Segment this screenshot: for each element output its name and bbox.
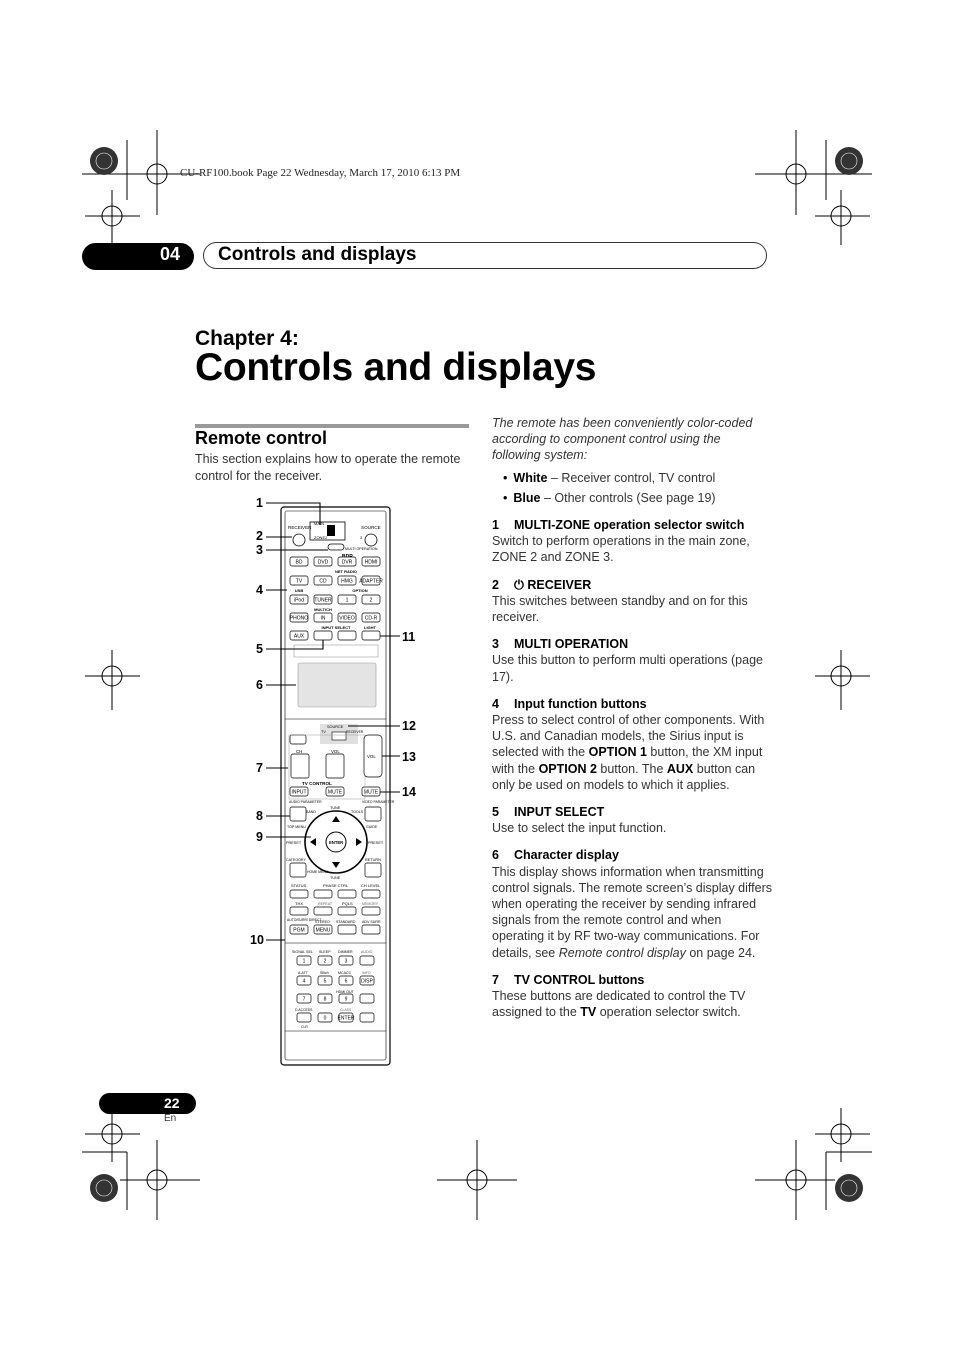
- right-column: [492, 414, 772, 1021]
- callout-8: 8: [256, 809, 263, 823]
- digit-6-label: 6: [344, 978, 348, 985]
- guide-label: GUIDE: [366, 825, 378, 829]
- pqls-label: PQLS: [342, 901, 353, 906]
- zone2-label: ZONE2: [314, 535, 328, 540]
- item-4: 4 Input function buttons Press to select control of other components. With U.S. and Canadian models, the Sirius input is selected with the OPTION 1 button, the XM input with the OPTION 2 button. The AUX button can only be used on models to which it applies.: [492, 696, 765, 792]
- callout-10: 10: [250, 933, 264, 947]
- sleep-label: SLEEP: [319, 950, 331, 954]
- color-legend-list: [492, 470, 772, 506]
- net-radio-label: NET RADIO: [335, 569, 357, 574]
- digit-5-label: 5: [323, 978, 327, 985]
- ch-level-label: CH LEVEL: [361, 883, 381, 888]
- callout-13: 13: [402, 750, 416, 764]
- input-button-2-1-label: TUNER: [314, 597, 332, 604]
- vol-label: VOL: [331, 749, 340, 754]
- intro-text: This section explains how to operate the remote control for the receiver.: [195, 452, 461, 483]
- vol-side-label: VOL: [367, 754, 376, 759]
- callout-11: 11: [402, 630, 416, 644]
- input-button-0-2-label: DVR: [341, 559, 353, 566]
- chapter-label: Chapter 4:: [195, 327, 299, 350]
- callout-1: 1: [256, 496, 263, 510]
- callout-14: 14: [402, 785, 416, 799]
- callout-6: 6: [256, 678, 263, 692]
- preset-left-label: PRESET: [286, 841, 302, 845]
- legend-white: • White – Receiver control, TV control: [503, 470, 772, 486]
- callout-4: 4: [256, 583, 263, 597]
- callout-12: 12: [402, 719, 416, 733]
- auto-surr-label: AUTO/SURR/ DIRECT: [287, 918, 322, 922]
- section-title: Remote control: [195, 428, 328, 448]
- digit-2-label: 2: [323, 958, 327, 965]
- zone3-label: 3: [360, 535, 363, 540]
- tv-switch-label: TV: [321, 730, 326, 734]
- enter-label: ENTER: [329, 840, 344, 845]
- mcacc-label: MCACC: [338, 971, 352, 975]
- color-intro: The remote has been conveniently color-coded according to component control using the following system:: [492, 416, 753, 463]
- chapter-tab-title: Controls and displays: [218, 244, 417, 265]
- input-button-2-2-label: 1: [345, 597, 349, 604]
- ch-label: CH: [296, 749, 303, 754]
- info-label: INFO: [362, 971, 371, 975]
- main-label: MAIN: [314, 521, 324, 526]
- print-header: CU-RF100.book Page 22 Wednesday, March 17, 2010 6:13 PM: [180, 167, 461, 179]
- item-3: 3 MULTI OPERATION Use this button to perform multi operations (page 17).: [492, 637, 763, 684]
- input-button-0-1-label: DVD: [317, 559, 329, 566]
- preset-right-label: PRESET: [368, 841, 384, 845]
- input-button-1-3-label: ADAPTER: [359, 578, 383, 585]
- sb-ch-label: SBch: [320, 971, 329, 975]
- top-menu-label: TOP MENU: [287, 825, 306, 829]
- digit-1-label: 1: [302, 958, 306, 965]
- stereo-label: STEREO: [315, 920, 330, 924]
- multich-label: MULTICH: [314, 607, 332, 612]
- item-2: 2 ⏻ RECEIVER This switches between standby and on for this receiver.: [492, 577, 748, 625]
- usb-label: USB: [294, 588, 304, 593]
- standard-label: STANDARD: [336, 920, 356, 924]
- a-att-label: A.ATT: [298, 971, 308, 975]
- category-label: CATEGORY: [286, 858, 306, 862]
- tune-bottom-label: TUNE: [330, 876, 341, 880]
- return-label: RETURN: [365, 858, 381, 862]
- input-button-0-0-label: BD: [295, 559, 303, 566]
- input-button-2-3-label: 2: [369, 597, 373, 604]
- digit-9-label: 9: [344, 996, 348, 1003]
- mute-button-label: MUTE: [363, 789, 379, 796]
- digit-7-label: 7: [302, 996, 306, 1003]
- audio-param-label: AUDIO PARAMETER: [289, 800, 322, 804]
- digit-3-label: 3: [344, 958, 348, 965]
- tv-control-label: TV CONTROL: [302, 781, 332, 786]
- input-button-1-2-label: HMG: [341, 578, 353, 585]
- legend-blue: • Blue – Other controls (See page 19): [503, 490, 772, 506]
- callout-5: 5: [256, 642, 263, 656]
- item-7: 7 TV CONTROL buttons These buttons are dedicated to control the TV assigned to the TV operation selector switch.: [492, 972, 746, 1020]
- multi-op-label: MULTI OPERATION: [345, 547, 378, 551]
- callout-2: 2: [256, 529, 263, 543]
- input-button-2-0-label: iPod: [293, 597, 305, 604]
- light-label: LIGHT: [364, 625, 376, 630]
- digit-enter-label: ENTER: [337, 1015, 355, 1022]
- tools-label: TOOLS: [351, 810, 364, 814]
- home-menu-label: HOME MENU: [307, 870, 329, 874]
- callout-3: 3: [256, 543, 263, 557]
- digit-4-label: 4: [302, 978, 306, 985]
- input-button-0-3-label: HDMI: [364, 559, 378, 566]
- input-button-3-0-label: PHONO: [289, 615, 309, 622]
- phase-ctrl-label: PHASE CTRL: [323, 883, 349, 888]
- callout-7: 7: [256, 761, 263, 775]
- page-number-pill: [99, 1093, 196, 1114]
- chapter-number: 04: [160, 244, 181, 264]
- source-label: SOURCE: [361, 525, 381, 530]
- input-button-3-1-label: IN: [320, 615, 326, 622]
- disp-button-label: DISP: [361, 978, 373, 985]
- band-label: BAND: [306, 810, 316, 814]
- memory-label: MEMORY: [362, 902, 379, 906]
- dimmer-label: DIMMER: [338, 950, 353, 954]
- input-button-3-3-label: CD-R: [364, 615, 378, 622]
- page-number: 22: [164, 1095, 180, 1111]
- class-label: CLASS: [340, 1008, 352, 1012]
- signal-sel-label: SIGNAL SEL: [292, 950, 313, 954]
- input-button-1-0-label: TV: [295, 578, 303, 585]
- digit-0-label: 0: [323, 1015, 327, 1022]
- tv-input-button-label: INPUT: [291, 789, 307, 796]
- menu-button-label: MENU: [315, 927, 331, 934]
- digit-8-label: 8: [323, 996, 327, 1003]
- input-button-3-2-label: VIDEO: [339, 615, 355, 622]
- d-access-label: D.ACCESS: [295, 1008, 313, 1012]
- thx-label: THX: [295, 901, 303, 906]
- item-6: 6 Character display This display shows information when transmitting control signals. The remote screen’s display differs when operating the receiver by sending infrared signals from the remote control and when operating it by RF two-way communications. For details, see Remote control display on page 24.: [492, 848, 772, 960]
- input-select-label: INPUT SELECT: [321, 625, 351, 630]
- input-button-1-1-label: CD: [319, 578, 327, 585]
- option-label: OPTION: [352, 588, 368, 593]
- tune-label: TUNE: [330, 806, 341, 810]
- item-5: 5 INPUT SELECT Use to select the input function.: [492, 805, 667, 836]
- aux-button-label: AUX: [293, 633, 305, 640]
- status-label: STATUS: [291, 883, 307, 888]
- page-language: En: [164, 1113, 177, 1124]
- item-1: 1 MULTI-ZONE operation selector switch Switch to perform operations in the main zone, ZONE 2 and ZONE 3.: [492, 518, 750, 565]
- callout-9: 9: [256, 830, 263, 844]
- receiver-label: RECEIVER: [288, 525, 312, 530]
- hdmi-out-label: HDMI OUT: [336, 990, 354, 994]
- tv-mute-button-label: MUTE: [327, 789, 343, 796]
- page-title: Controls and displays: [195, 346, 597, 389]
- pgm-button-label: PGM: [293, 927, 305, 934]
- audio-label: AUDIO: [361, 950, 373, 954]
- source-switch-label: SOURCE: [327, 725, 344, 729]
- repeat-label: REPEAT: [318, 902, 333, 906]
- clr-label: CLR: [301, 1025, 308, 1029]
- receiver-switch-label: RECEIVER: [346, 730, 364, 734]
- adv-surr-label: ADV SURR: [362, 920, 381, 924]
- video-param-label: VIDEO PARAMETER: [362, 800, 395, 804]
